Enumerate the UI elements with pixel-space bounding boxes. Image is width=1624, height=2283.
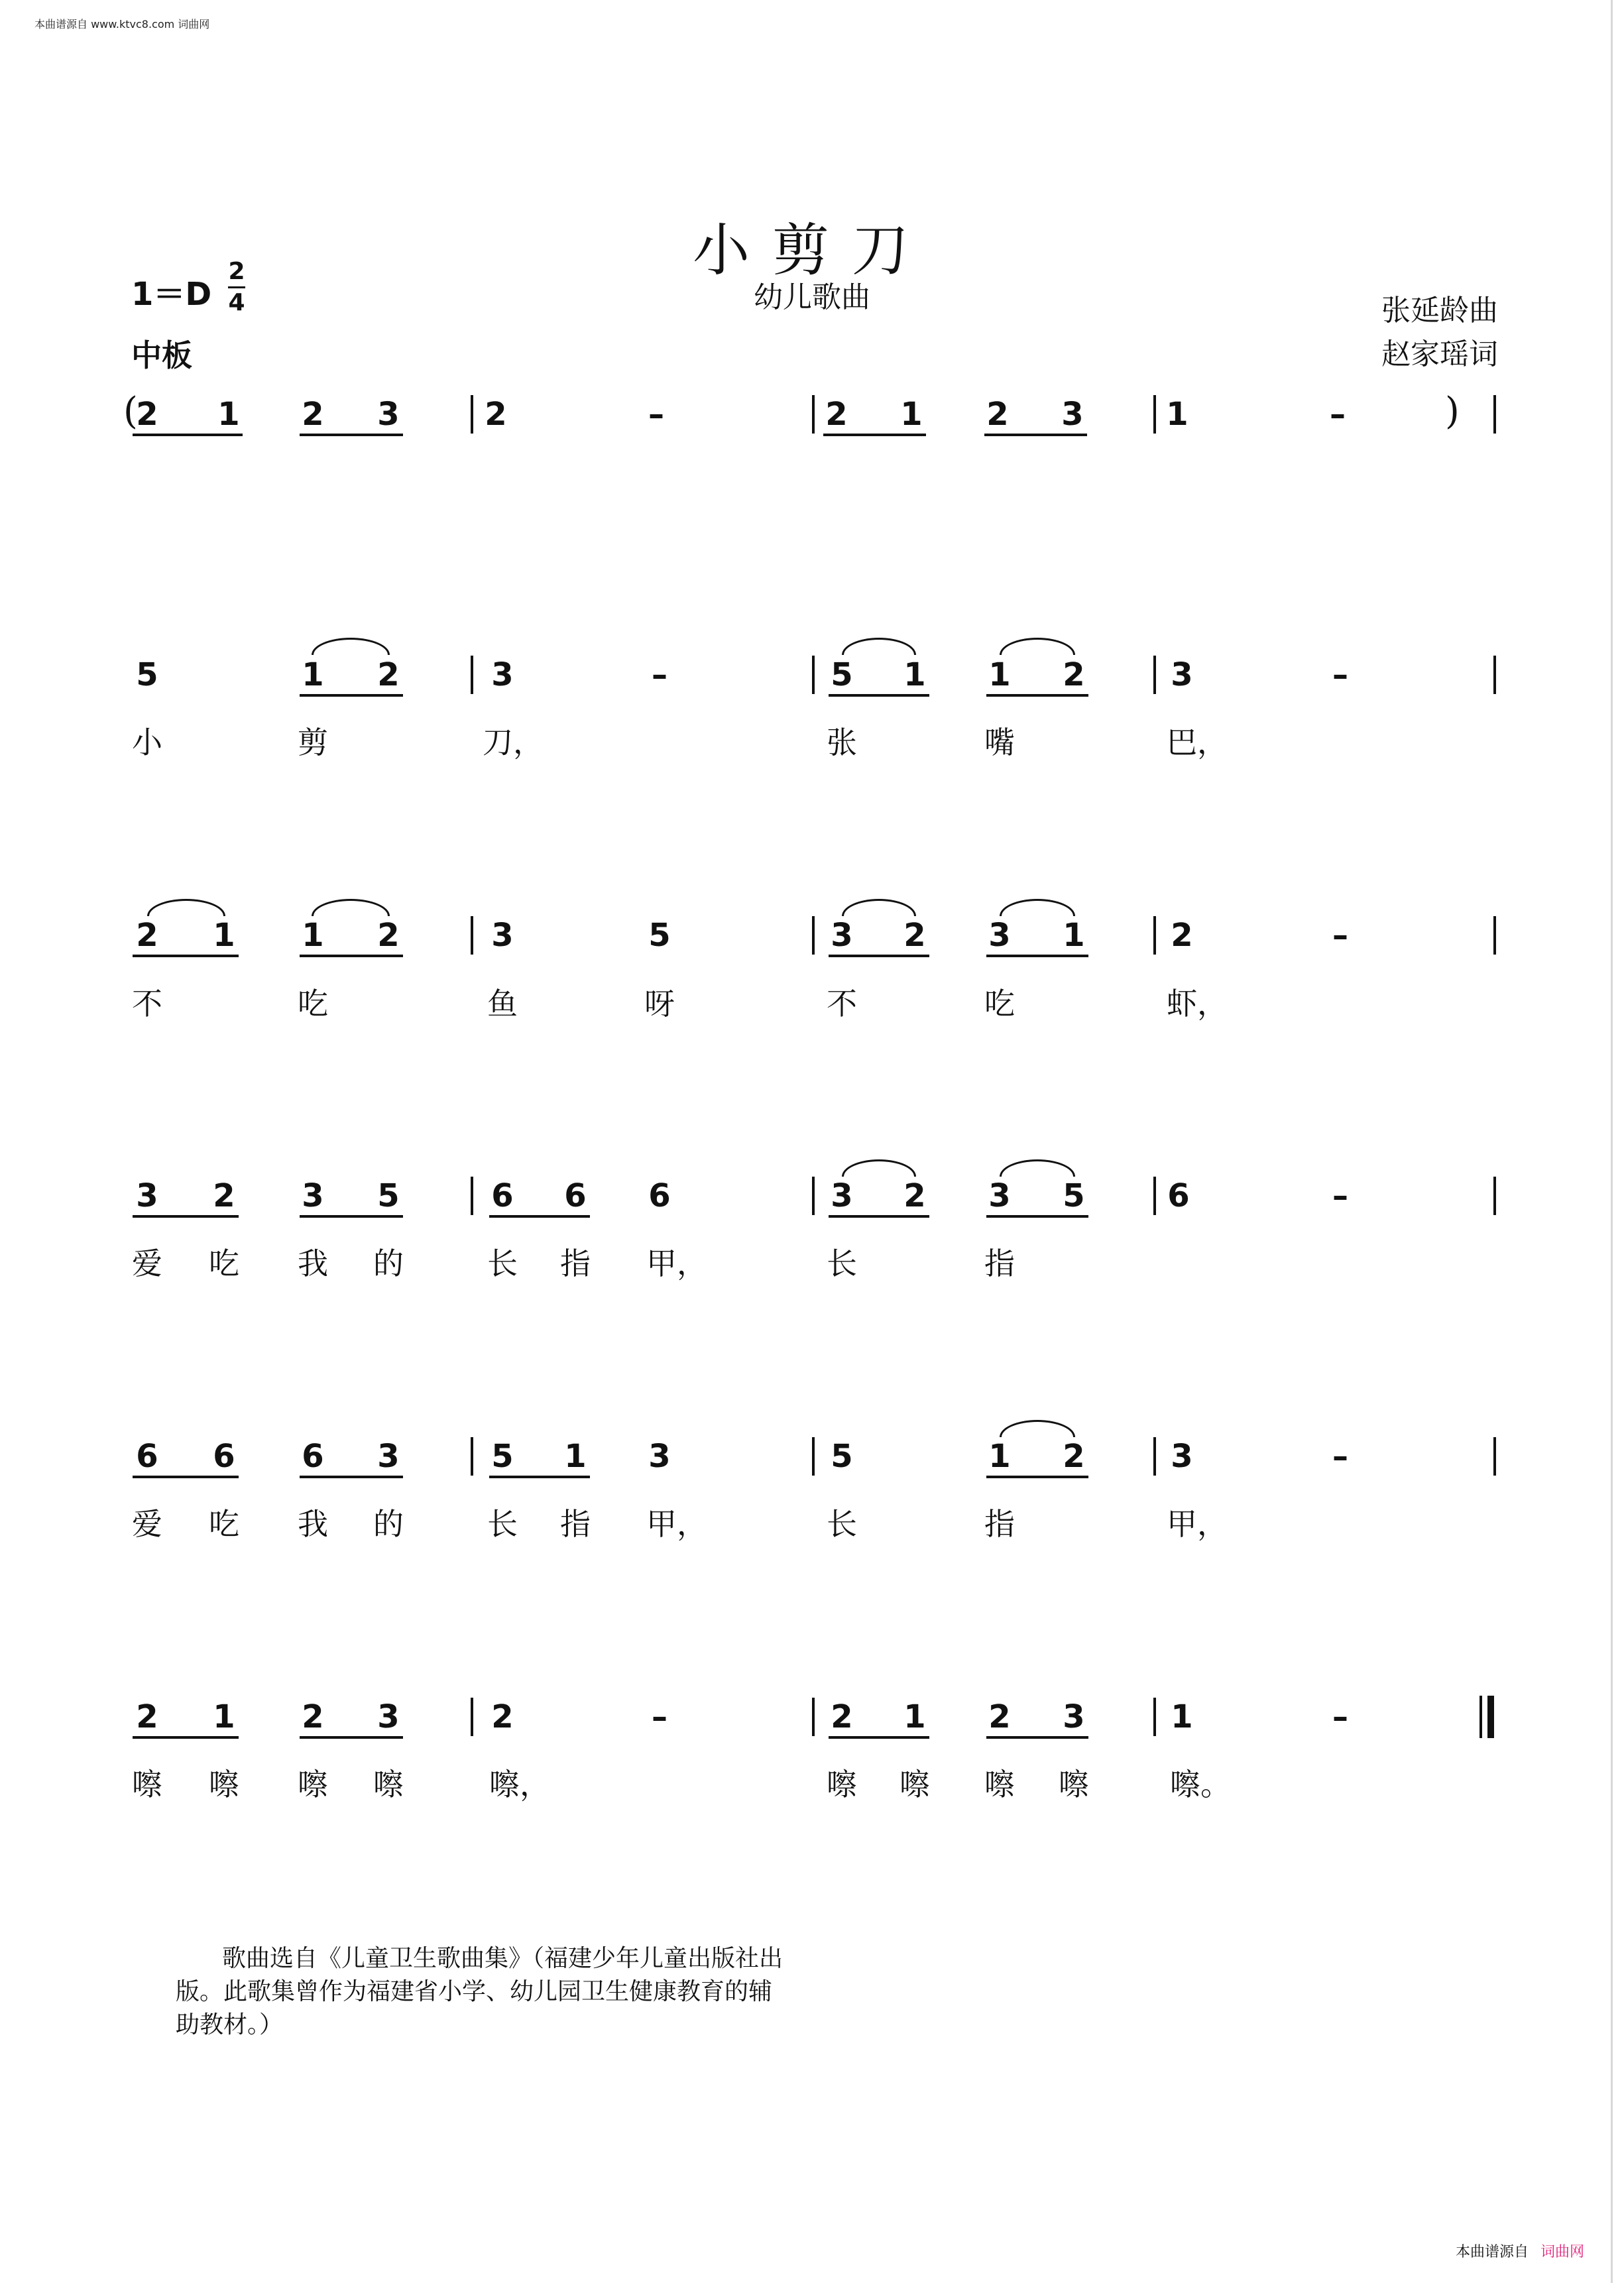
barline bbox=[1153, 916, 1156, 955]
note: 6 bbox=[302, 1438, 324, 1475]
note: 6 bbox=[648, 1177, 671, 1214]
note: 1 bbox=[213, 917, 235, 954]
lyric: 吃 bbox=[209, 1506, 239, 1542]
lyric: 长 bbox=[827, 1246, 857, 1281]
lyric: 张 bbox=[827, 725, 857, 760]
note: 6 bbox=[491, 1177, 514, 1214]
lyric: 我 bbox=[298, 1246, 328, 1281]
barline bbox=[1153, 656, 1156, 694]
eighth-underline bbox=[986, 1736, 1088, 1739]
lyric: 嚓 bbox=[132, 1767, 162, 1802]
note: 1 bbox=[302, 917, 324, 954]
note: 5 bbox=[377, 1177, 400, 1214]
note: 1 bbox=[900, 396, 923, 433]
note-dash: – bbox=[652, 656, 667, 693]
note: 2 bbox=[136, 917, 158, 954]
note: 1 bbox=[302, 656, 324, 693]
footnote: 歌曲选自《儿童卫生歌曲集》（福建少年儿童出版社出版。此歌集曾作为福建省小学、幼儿园卫生健康教育的辅助教材。） bbox=[176, 1945, 783, 2038]
watermark-label: 本曲谱源自 bbox=[1455, 2244, 1529, 2260]
barline bbox=[471, 1437, 473, 1476]
note: 1 bbox=[1166, 396, 1189, 433]
note: 2 bbox=[136, 1698, 158, 1735]
lyric: 爱 bbox=[132, 1506, 162, 1542]
lyric: 不 bbox=[827, 986, 857, 1022]
eighth-underline bbox=[829, 1215, 929, 1218]
lyric: 的 bbox=[373, 1246, 404, 1281]
barline bbox=[1153, 1698, 1156, 1736]
eighth-underline bbox=[489, 1215, 590, 1218]
note: 2 bbox=[377, 917, 400, 954]
note: 2 bbox=[903, 1177, 926, 1214]
barline bbox=[812, 395, 815, 434]
lyric: 嚓 bbox=[899, 1767, 930, 1802]
lyric: 我 bbox=[298, 1506, 328, 1542]
note: 2 bbox=[491, 1698, 514, 1735]
barline bbox=[1493, 916, 1496, 955]
note: 5 bbox=[648, 917, 671, 954]
lyric: 嚓。 bbox=[1170, 1767, 1231, 1802]
note: 3 bbox=[1063, 1698, 1085, 1735]
eighth-underline bbox=[986, 1215, 1088, 1218]
barline bbox=[812, 1698, 815, 1736]
lyric: 呀 bbox=[644, 986, 675, 1022]
note: 3 bbox=[491, 656, 514, 693]
barline bbox=[471, 1698, 473, 1736]
note: 6 bbox=[136, 1438, 158, 1475]
eighth-underline bbox=[829, 1736, 929, 1739]
barline bbox=[812, 1177, 815, 1215]
note: 5 bbox=[831, 1438, 853, 1475]
note-dash: – bbox=[652, 1698, 667, 1735]
note: 2 bbox=[825, 396, 848, 433]
note: 1 bbox=[903, 1698, 926, 1735]
lyric: 吃 bbox=[984, 986, 1015, 1022]
note: 2 bbox=[1171, 917, 1193, 954]
barline bbox=[1153, 1437, 1156, 1476]
lyric: 虾， bbox=[1167, 986, 1228, 1022]
note: 2 bbox=[831, 1698, 853, 1735]
barline bbox=[1493, 1177, 1496, 1215]
note-dash: – bbox=[1330, 396, 1346, 433]
note: 2 bbox=[302, 396, 324, 433]
song-title: 小剪刀 bbox=[693, 217, 931, 284]
lyric: 的 bbox=[373, 1506, 404, 1542]
eighth-underline bbox=[829, 694, 929, 697]
lyric: 长 bbox=[487, 1246, 518, 1281]
lyric: 剪 bbox=[298, 725, 328, 760]
note: 1 bbox=[217, 396, 240, 433]
lyric: 长 bbox=[827, 1506, 857, 1542]
note: 1 bbox=[213, 1698, 235, 1735]
lyric: 嚓 bbox=[298, 1767, 328, 1802]
intro-close-paren: ) bbox=[1445, 390, 1460, 433]
time-signature-top: 2 bbox=[228, 258, 245, 285]
barline bbox=[471, 1177, 473, 1215]
lyric: 刀， bbox=[483, 725, 544, 760]
eighth-underline bbox=[829, 955, 929, 957]
intro-open-paren: ( bbox=[123, 390, 138, 433]
watermark-site-link[interactable]: 词曲网 bbox=[1540, 2244, 1584, 2260]
barline bbox=[1493, 656, 1496, 694]
note: 2 bbox=[986, 396, 1009, 433]
note: 3 bbox=[988, 917, 1011, 954]
tempo-marking: 中板 bbox=[131, 337, 192, 373]
barline bbox=[812, 1437, 815, 1476]
eighth-underline bbox=[489, 1476, 590, 1478]
note-dash: – bbox=[1332, 1438, 1348, 1475]
note: 5 bbox=[491, 1438, 514, 1475]
eighth-underline bbox=[300, 694, 403, 697]
note: 3 bbox=[1171, 1438, 1193, 1475]
lyric: 嚓 bbox=[209, 1767, 239, 1802]
lyric: 嚓 bbox=[1059, 1767, 1089, 1802]
note: 2 bbox=[903, 917, 926, 954]
final-barline-thick bbox=[1487, 1696, 1494, 1738]
note: 2 bbox=[1063, 656, 1085, 693]
lyric: 嚓 bbox=[984, 1767, 1015, 1802]
note: 5 bbox=[831, 656, 853, 693]
eighth-underline bbox=[133, 1215, 239, 1218]
note: 3 bbox=[831, 917, 853, 954]
eighth-underline bbox=[984, 434, 1087, 436]
note: 2 bbox=[1063, 1438, 1085, 1475]
barline bbox=[812, 656, 815, 694]
eighth-underline bbox=[300, 1215, 403, 1218]
barline bbox=[471, 916, 473, 955]
note: 6 bbox=[564, 1177, 587, 1214]
eighth-underline bbox=[300, 434, 403, 436]
note: 1 bbox=[988, 1438, 1011, 1475]
lyric: 嘴 bbox=[984, 725, 1015, 760]
note-dash: – bbox=[1332, 656, 1348, 693]
lyricist-credit: 赵家瑶词 bbox=[1381, 337, 1498, 371]
eighth-underline bbox=[133, 1736, 239, 1739]
time-signature-bottom: 4 bbox=[228, 289, 245, 316]
note: 3 bbox=[648, 1438, 671, 1475]
note: 3 bbox=[377, 396, 400, 433]
composer-credit: 张延龄曲 bbox=[1381, 294, 1498, 327]
note: 3 bbox=[1171, 656, 1193, 693]
note: 2 bbox=[377, 656, 400, 693]
lyric: 巴， bbox=[1167, 725, 1228, 760]
eighth-underline bbox=[133, 1476, 239, 1478]
note: 3 bbox=[377, 1438, 400, 1475]
lyric: 嚓 bbox=[827, 1767, 857, 1802]
lyric: 嚓 bbox=[373, 1767, 404, 1802]
note: 1 bbox=[903, 656, 926, 693]
barline bbox=[1493, 395, 1496, 434]
barline bbox=[471, 656, 473, 694]
lyric: 吃 bbox=[298, 986, 328, 1022]
note: 1 bbox=[1063, 917, 1085, 954]
lyric: 爱 bbox=[132, 1246, 162, 1281]
lyric: 指 bbox=[560, 1506, 591, 1542]
note: 3 bbox=[988, 1177, 1011, 1214]
source-note: 本曲谱源自 www.ktvc8.com 词曲网 bbox=[34, 18, 210, 30]
lyric: 甲， bbox=[1167, 1506, 1228, 1542]
note-dash: – bbox=[1332, 917, 1348, 954]
note: 2 bbox=[485, 396, 507, 433]
note-dash: – bbox=[648, 396, 664, 433]
note: 5 bbox=[136, 656, 158, 693]
note: 1 bbox=[1171, 1698, 1193, 1735]
barline bbox=[471, 395, 473, 434]
lyric: 不 bbox=[132, 986, 162, 1022]
song-subtitle: 幼儿歌曲 bbox=[754, 280, 870, 314]
lyric: 甲， bbox=[646, 1246, 707, 1281]
lyric: 指 bbox=[560, 1246, 591, 1281]
watermark bbox=[1456, 2241, 1584, 2261]
lyric: 甲， bbox=[646, 1506, 707, 1542]
eighth-underline bbox=[133, 955, 239, 957]
note: 3 bbox=[831, 1177, 853, 1214]
eighth-underline bbox=[986, 1476, 1088, 1478]
note-dash: – bbox=[1332, 1177, 1348, 1214]
eighth-underline bbox=[133, 434, 243, 436]
note: 3 bbox=[302, 1177, 324, 1214]
note: 1 bbox=[564, 1438, 587, 1475]
barline bbox=[1493, 1437, 1496, 1476]
lyric: 指 bbox=[984, 1246, 1015, 1281]
lyric: 长 bbox=[487, 1506, 518, 1542]
eighth-underline bbox=[986, 955, 1088, 957]
barline bbox=[1153, 1177, 1156, 1215]
note: 5 bbox=[1063, 1177, 1085, 1214]
lyric: 小 bbox=[132, 725, 162, 760]
note: 6 bbox=[1167, 1177, 1190, 1214]
note: 3 bbox=[136, 1177, 158, 1214]
lyric: 嚓， bbox=[489, 1767, 550, 1802]
eighth-underline bbox=[823, 434, 926, 436]
lyric: 指 bbox=[984, 1506, 1015, 1542]
eighth-underline bbox=[986, 694, 1088, 697]
eighth-underline bbox=[300, 955, 403, 957]
note: 2 bbox=[988, 1698, 1011, 1735]
barline bbox=[812, 916, 815, 955]
final-barline-thin bbox=[1479, 1696, 1482, 1738]
eighth-underline bbox=[300, 1736, 403, 1739]
note-dash: – bbox=[1332, 1698, 1348, 1735]
note: 6 bbox=[213, 1438, 235, 1475]
key-signature: 1＝D bbox=[131, 276, 212, 313]
lyric: 鱼 bbox=[487, 986, 518, 1022]
note: 2 bbox=[302, 1698, 324, 1735]
note: 3 bbox=[1061, 396, 1084, 433]
note: 2 bbox=[213, 1177, 235, 1214]
eighth-underline bbox=[300, 1476, 403, 1478]
note: 2 bbox=[136, 396, 158, 433]
note: 3 bbox=[377, 1698, 400, 1735]
note: 1 bbox=[988, 656, 1011, 693]
note: 3 bbox=[491, 917, 514, 954]
time-signature bbox=[227, 257, 247, 318]
barline bbox=[1153, 395, 1156, 434]
lyric: 吃 bbox=[209, 1246, 239, 1281]
